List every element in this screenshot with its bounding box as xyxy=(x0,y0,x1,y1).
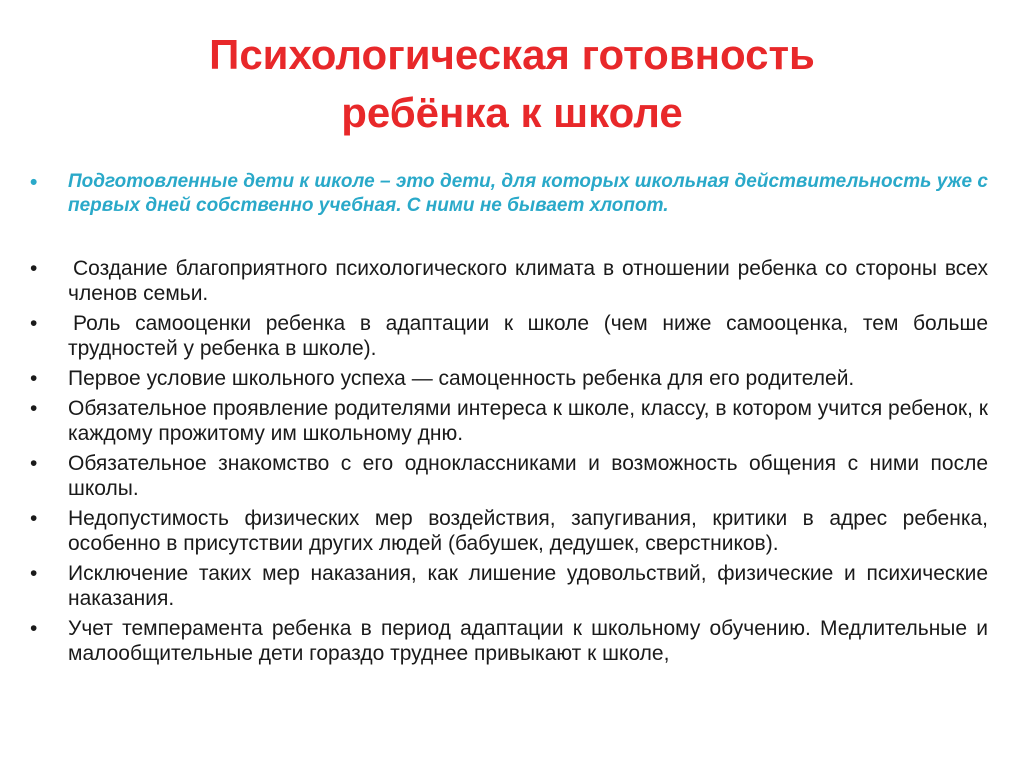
bullet-dot-icon: • xyxy=(30,367,38,390)
bullet-dot-icon: • xyxy=(30,617,38,640)
bullet-text: Недопустимость физических мер воздействия, запугивания, критики в адрес ребенка, особенно в присутствии других людей (бабушек, дедушек, сверстников). xyxy=(68,507,988,555)
bullet-text: Подготовленные дети к школе – это дети, для которых школьная действительность уже с первых дней собственно учебная. С ними не бывает хлопот. xyxy=(68,171,988,216)
bullet-item xyxy=(28,366,988,391)
slide-title xyxy=(0,26,1024,142)
bullet-dot-icon: • xyxy=(30,397,38,420)
bullet-text: Учет темперамента ребенка в период адаптации к школьному обучению. Медлительные и малообщительные дети гораздо труднее привыкают к школе, xyxy=(68,617,988,665)
bullet-text: Роль самооценки ребенка в адаптации к школе (чем ниже самооценка, тем больше трудностей у ребенка в школе). xyxy=(68,312,988,360)
bullet-item xyxy=(28,396,988,446)
bullet-text: Обязательное знакомство с его одноклассниками и возможность общения с ними после школы. xyxy=(68,452,988,500)
bullet-list xyxy=(28,170,988,666)
bullet-item xyxy=(28,451,988,501)
title-line-1: Психологическая готовность xyxy=(209,31,815,78)
bullet-item xyxy=(28,616,988,666)
bullet-text: Исключение таких мер наказания, как лишение удовольствий, физические и психические наказания. xyxy=(68,562,988,610)
bullet-item xyxy=(28,561,988,611)
bullet-dot-icon: • xyxy=(30,507,38,530)
bullet-dot-icon: • xyxy=(30,312,38,335)
bullet-item xyxy=(28,256,988,306)
bullet-dot-icon: • xyxy=(30,452,38,475)
bullet-dot-icon: • xyxy=(30,562,38,585)
bullet-item xyxy=(28,311,988,361)
bullet-text: Первое условие школьного успеха — самоценность ребенка для его родителей. xyxy=(68,367,855,390)
bullet-item xyxy=(28,506,988,556)
title-line-2: ребёнка к школе xyxy=(341,89,683,136)
bullet-dot-icon: • xyxy=(30,171,38,194)
bullet-text: Обязательное проявление родителями интереса к школе, классу, в котором учится ребенок, к каждому прожитому им школьному дню. xyxy=(68,397,988,445)
bullet-dot-icon: • xyxy=(30,257,38,280)
bullet-text: Создание благоприятного психологического климата в отношении ребенка со стороны всех членов семьи. xyxy=(68,257,988,305)
bullet-item-highlight xyxy=(28,170,988,218)
